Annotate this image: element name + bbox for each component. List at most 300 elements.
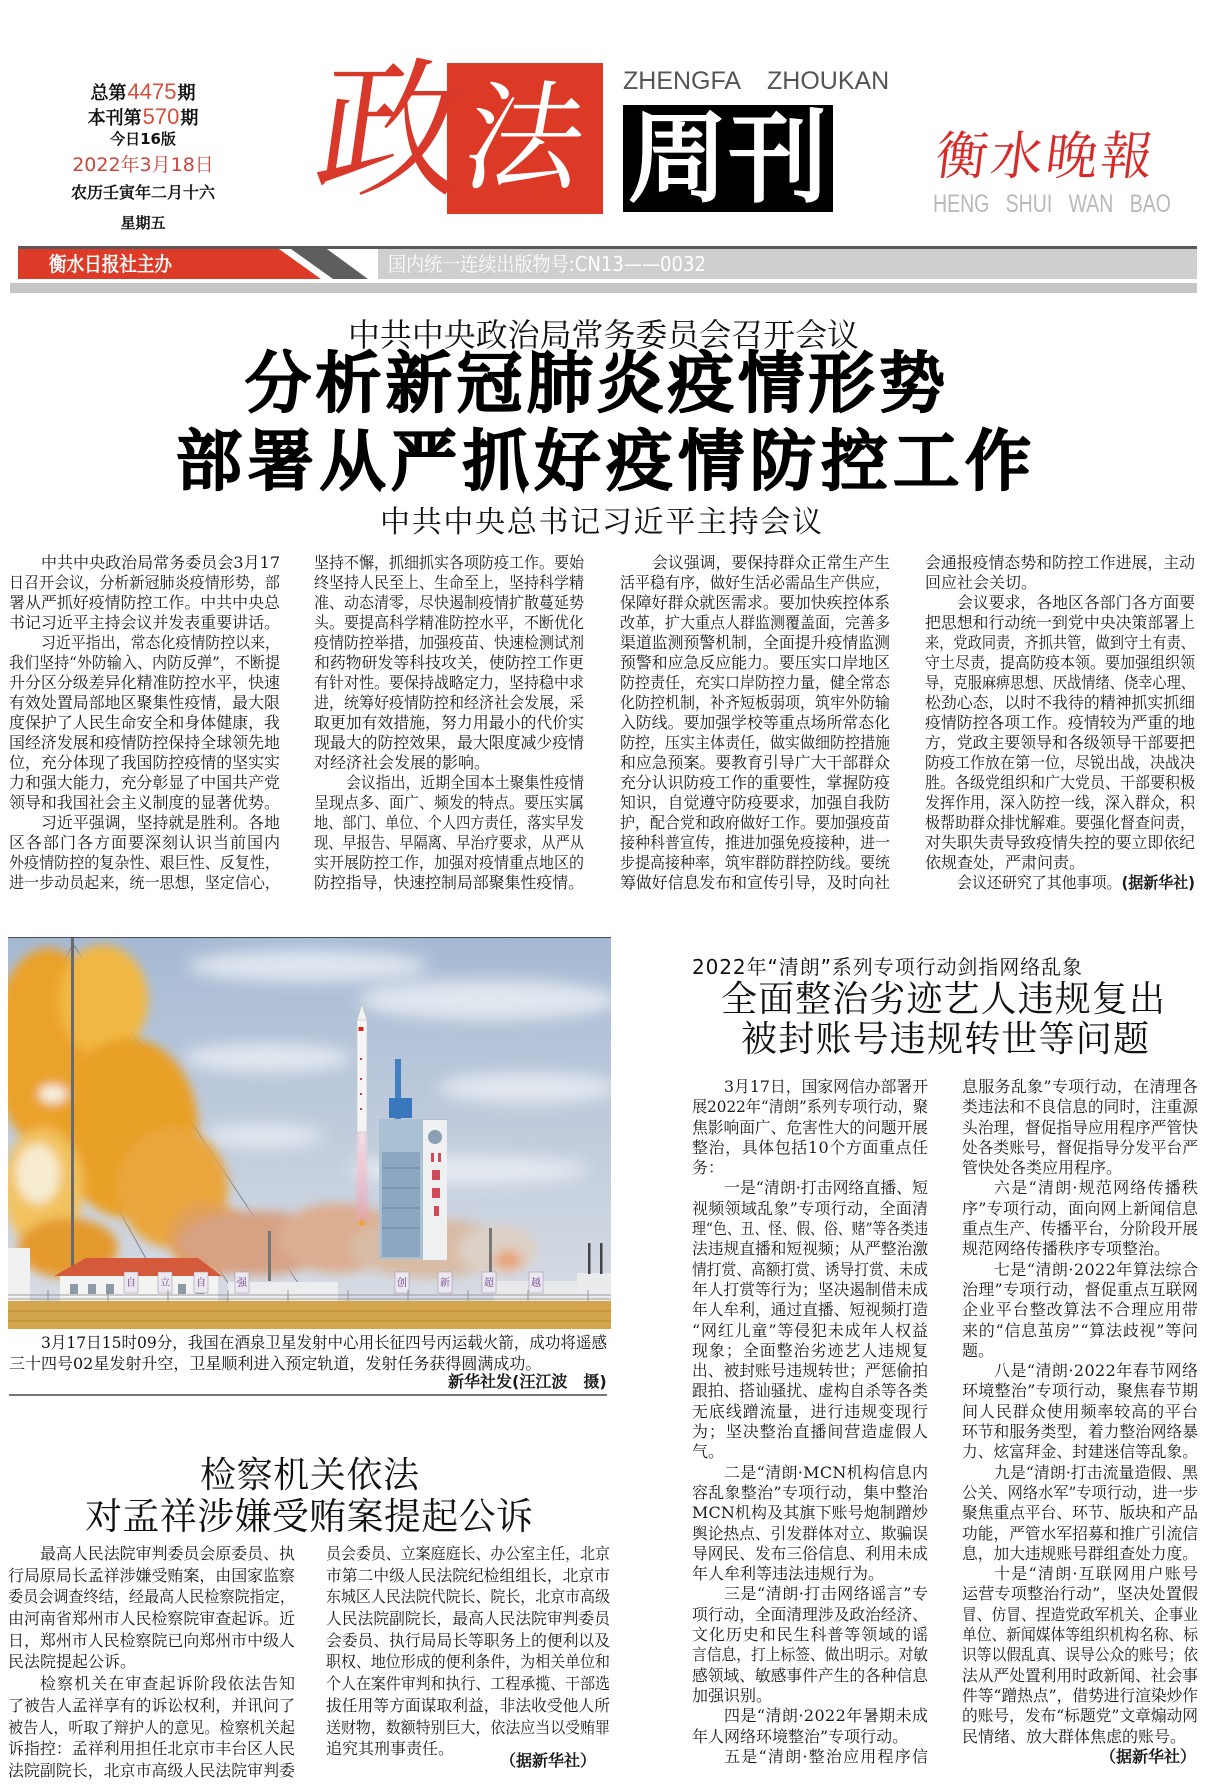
text-line-content (962, 1077, 1198, 1097)
line-text: 导网民、发布三俗信息、利用未成 (692, 1543, 928, 1563)
text-line (962, 1097, 1198, 1117)
line-text: 进一步动员起来，统一思想，坚定信心， (9, 873, 280, 892)
qinglang-headline-line-1 (721, 980, 1165, 1020)
lead-subhead-text: 中共中央总书记习近平主持会议 (380, 505, 824, 540)
text-line-content (314, 553, 584, 573)
line-text: 文化历史和民生科普等领域的谣 (692, 1625, 929, 1645)
text-line (8, 1695, 295, 1717)
line-text: 署从严抓好疫情防控工作。中共中央总 (9, 593, 280, 612)
text-line-content (314, 813, 584, 833)
golden-field (8, 1301, 611, 1329)
text-line (692, 1727, 928, 1747)
text-line (925, 613, 1195, 633)
flame-spark (359, 1220, 365, 1226)
line-text: 年人牟利，通过直播、短视频打造 (692, 1300, 928, 1320)
text-line-content (692, 1341, 929, 1361)
text-line-content (925, 813, 1195, 833)
line-text: 单位、新闻媒体等组织机构名称、标 (962, 1625, 1198, 1645)
text-line (692, 1686, 928, 1706)
line-text: 日召开会议，分析新冠肺炎疫情形势，部 (9, 573, 280, 592)
text-line (326, 1717, 610, 1739)
lead-headline-text: 分析新冠肺炎疫情形势 (245, 345, 950, 422)
text-line (962, 1300, 1198, 1320)
text-line (962, 1503, 1198, 1523)
text-line (962, 1239, 1198, 1259)
line-text: 感领域、敏感事件产生的各种信息 (692, 1665, 928, 1685)
text-line-content (692, 1097, 928, 1117)
lead-subhead (380, 506, 822, 540)
text-line (9, 813, 280, 833)
text-line (692, 1483, 928, 1503)
text-line-content (314, 713, 584, 733)
text-line (962, 1199, 1198, 1219)
text-line-content (692, 1483, 928, 1503)
qinglang-headline-text: 全面整治劣迹艺人违规复出 (721, 979, 1167, 1020)
column-issue-suffix: 期 (180, 108, 199, 129)
text-line-content (9, 753, 280, 773)
line-text: 中共中央政治局常务委员会3月17 (41, 553, 281, 572)
line-text: 疫情防控举措，加强疫苗、快速检测试剂 (314, 633, 584, 652)
lead-column-4 (925, 553, 1195, 893)
text-line-content (925, 733, 1195, 753)
text-line (692, 1361, 928, 1381)
text-line-content (925, 693, 1195, 713)
text-line-content (620, 733, 890, 753)
text-line-content (925, 613, 1195, 633)
qinglang-source: （据新华社） (1100, 1747, 1197, 1766)
line-text: 年人打赏等行为；坚决遏制借未成 (692, 1279, 928, 1299)
line-text: 升分区分级差异化精准防控水平，快速 (9, 673, 280, 692)
line-text: 来的“信息茧房”“算法歧视”等问 (962, 1320, 1199, 1340)
text-line (620, 853, 890, 873)
text-line-content (962, 1442, 1198, 1462)
line-text: 跟拍、搭讪骚扰、虚构自杀等各类 (692, 1381, 928, 1401)
rocket-launch-photo (8, 937, 611, 1329)
text-line (962, 1666, 1198, 1686)
text-line (962, 1280, 1198, 1300)
text-line (962, 1118, 1198, 1138)
line-text: 管快处各类应用程序。 (962, 1158, 1123, 1178)
text-line (326, 1608, 610, 1630)
text-line-content (994, 1178, 1199, 1198)
line-text: 改革，扩大重点人群监测覆盖面，完善多 (620, 613, 890, 632)
logo-fa-character: 法 (453, 69, 597, 207)
line-text: 日，郑州市人民检察院已向郑州市中级人 (8, 1630, 295, 1650)
text-line (692, 1077, 928, 1097)
line-text: 焦影响面广、危害性大的问题开展 (692, 1117, 928, 1137)
text-line-content (692, 1138, 929, 1158)
text-line-content (692, 1239, 928, 1259)
line-text: 三是“清朗·打击网络谣言”专 (724, 1584, 929, 1604)
text-line (620, 593, 890, 613)
text-line (8, 1717, 295, 1739)
text-line-content (925, 853, 1085, 873)
text-line-content (962, 1686, 1198, 1706)
text-line-content (326, 1695, 610, 1717)
text-line-content (314, 793, 584, 813)
line-text: 职权、地位形成的便利条件，为相关单位和 (326, 1652, 610, 1672)
text-line-content (994, 1463, 1198, 1483)
line-text: 对失职失责导致疫情失控的要立即依纪 (925, 833, 1195, 852)
text-line-content (620, 613, 890, 633)
text-line-content (8, 1565, 295, 1587)
text-line-content (8, 1760, 295, 1782)
line-text: 活平稳有序，做好生活必需品生产供应， (620, 573, 890, 592)
line-text: 来，党政同责，齐抓共管，做到守土有责、 (925, 633, 1195, 652)
line-text: 追究其刑事责任。 (326, 1739, 455, 1759)
text-line-content (962, 1219, 1198, 1239)
text-line (620, 733, 890, 753)
text-line-content (724, 1584, 929, 1604)
lunar-date: 农历壬寅年二月十六 (70, 183, 215, 202)
procuratorate-column-2 (326, 1543, 610, 1760)
line-text: 委员会调查终结，经最高人民检察院指定， (8, 1587, 295, 1607)
text-line (314, 573, 584, 593)
text-line-content (692, 1219, 928, 1239)
text-line (692, 1381, 928, 1401)
lattice-mast (71, 938, 74, 1283)
text-line (692, 1645, 928, 1665)
line-text: 一是“清朗·打击网络直播、短 (724, 1178, 928, 1198)
line-text: 气。 (692, 1442, 725, 1462)
publisher-text: 衡水日报社主办 (49, 252, 172, 276)
text-line (326, 1565, 610, 1587)
line-text: 入防线。要加强学校等重点场所常态化 (620, 713, 890, 732)
text-line (692, 1666, 928, 1686)
text-line (314, 753, 584, 773)
line-text: 送财物，数额特别巨大，依法应当以受贿罪 (326, 1717, 610, 1737)
text-line (9, 873, 280, 893)
qinglang-column-1 (692, 1077, 928, 1767)
text-line (925, 733, 1195, 753)
text-line (962, 1219, 1198, 1239)
text-line (692, 1706, 928, 1726)
line-text: 会议指出，近期全国本土聚集性疫情 (346, 773, 584, 792)
text-line-content (620, 673, 890, 693)
text-line-content (620, 593, 890, 613)
text-line-content (620, 653, 890, 673)
text-line-content (41, 813, 280, 833)
text-line-content (692, 1300, 928, 1320)
text-line (620, 793, 890, 813)
line-text: MCN机构及其旗下账号炮制蹭炒 (692, 1503, 929, 1523)
text-line (8, 1760, 295, 1782)
line-text: 有效处置局部地区聚集性疫情，最大限 (9, 693, 280, 712)
text-line-content (620, 633, 890, 653)
text-line-content (724, 1178, 928, 1198)
text-line-content (692, 1645, 928, 1665)
logo-weekly-block (623, 105, 833, 212)
text-line (962, 1625, 1198, 1645)
text-line (962, 1381, 1198, 1401)
text-line-content (962, 1321, 1199, 1341)
total-issue-suffix: 期 (177, 83, 196, 104)
line-text: 外疫情防控的复杂性、艰巨性、反复性， (9, 853, 280, 872)
photo-credit: 新华社发(汪江波 摄) (448, 1372, 607, 1391)
text-line-content (346, 773, 584, 793)
line-text: 防疫工作放在第一位，尽锐出战，决战决 (925, 753, 1195, 772)
line-text: 公关、网络水军”专项行动，进一步 (962, 1482, 1198, 1502)
text-line (8, 1543, 295, 1565)
text-line-content (314, 673, 584, 693)
text-line (962, 1524, 1198, 1544)
text-line-content (9, 833, 281, 853)
line-text: 预警和应急反应能力。要压实口岸地区 (620, 653, 890, 672)
text-line-content (962, 1199, 1198, 1219)
text-line (620, 753, 890, 773)
text-line (962, 1361, 1198, 1381)
slogan-sign-text: 超 (484, 1278, 494, 1289)
line-text: 防控指导，快速控制局部聚集性疫情。 (314, 873, 584, 892)
text-line-content (620, 753, 890, 773)
text-line-content (314, 593, 584, 613)
line-text: 渠道监测预警机制，全面提升疫情监测 (620, 633, 890, 652)
text-line (962, 1564, 1198, 1584)
text-line (314, 873, 584, 893)
text-line-content (692, 1524, 928, 1544)
text-line-content (314, 573, 584, 593)
lead-column-1 (9, 553, 280, 893)
line-text: 现最大的防控效果，最大限度减少疫情 (314, 733, 584, 752)
caption-divider (9, 1394, 607, 1396)
line-text: 和药物研发等科技攻关，使防控工作更 (314, 653, 584, 672)
slogan-sign-text: 自 (126, 1278, 136, 1289)
text-line (692, 1422, 928, 1442)
text-line-content (692, 1605, 928, 1625)
text-line-content (692, 1381, 928, 1401)
text-line-content (9, 593, 280, 613)
text-line-content (9, 653, 280, 673)
line-text: 息服务乱象”专项行动，在清理各 (962, 1077, 1199, 1096)
text-line-content (41, 633, 280, 653)
text-line (314, 593, 584, 613)
text-line (9, 553, 280, 573)
line-text: 现象；全面整治劣迹艺人违规复 (692, 1340, 929, 1360)
text-line-content (41, 553, 280, 573)
text-line-content (962, 1341, 994, 1361)
line-text: 被告人，听取了辩护人的意见。检察机关起 (8, 1717, 295, 1737)
line-text: 保障好群众就医需求。要加快疾控体系 (620, 593, 890, 612)
line-text: 九是“清朗·打击流量造假、黑 (994, 1462, 1198, 1482)
line-text: 松劲心态，以时不我待的精神抓实抓细 (925, 693, 1195, 712)
text-line (314, 653, 584, 673)
line-text: 四是“清朗·2022年暑期未成 (724, 1706, 929, 1726)
line-text: 度保护了人民生命安全和身体健康，我 (9, 713, 280, 732)
line-text: 个人在案件审判和执行、工程承揽、干部选 (326, 1674, 610, 1694)
text-line (692, 1747, 928, 1767)
text-line (692, 1300, 928, 1320)
text-line (925, 553, 1195, 573)
text-line (692, 1260, 928, 1280)
line-text: 为；坚决整治直播间营造虚假人 (692, 1422, 929, 1442)
text-line-content (314, 633, 584, 653)
text-line (620, 653, 890, 673)
text-line-content (8, 1630, 295, 1652)
text-line-content (962, 1118, 1198, 1138)
text-line (962, 1605, 1198, 1625)
text-line (692, 1402, 928, 1422)
line-text: 位，充分体现了我国防控疫情的坚实实 (9, 753, 280, 772)
text-line-content (994, 1260, 1198, 1280)
text-line (962, 1483, 1198, 1503)
text-line (692, 1239, 928, 1259)
text-line (314, 633, 584, 653)
text-line-content (620, 833, 890, 853)
text-line (314, 853, 584, 873)
text-line-content (9, 873, 280, 893)
text-line-content (326, 1586, 610, 1608)
text-line (9, 633, 280, 653)
text-line-content (326, 1565, 610, 1587)
text-line (8, 1608, 295, 1630)
text-line (692, 1138, 928, 1158)
text-line-content (962, 1280, 1198, 1300)
text-line-content (724, 1077, 928, 1097)
line-text: 步提高接种率，筑牢群防群控防线。要统 (620, 853, 890, 872)
text-line-content (962, 1381, 1198, 1401)
text-line (925, 653, 1195, 673)
text-line-content (8, 1586, 295, 1608)
slogan-sign-text: 自 (196, 1278, 206, 1289)
text-line-content (692, 1544, 928, 1564)
photo-caption-line-1 (41, 1333, 607, 1353)
line-text: 功能，严管水军招募和推广引流信 (962, 1523, 1198, 1543)
text-line-content (962, 1239, 1170, 1259)
text-line-content (9, 853, 280, 873)
text-line-content (326, 1673, 610, 1695)
line-text: 最高人民法院审判委员会原委员、执 (40, 1544, 295, 1563)
text-line-content (692, 1442, 724, 1462)
qinglang-column-2 (962, 1077, 1198, 1747)
text-line (925, 573, 1195, 593)
line-text: 筹做好信息发布和宣传引导，及时向社 (620, 873, 890, 892)
line-text: 把思想和行动统一到党中央决策部署上 (925, 613, 1195, 632)
text-line (962, 1645, 1198, 1665)
text-line (620, 613, 890, 633)
line-text: 地、部门、单位、个人四方责任，落实早发 (314, 813, 584, 832)
slogan-sign-text: 强 (237, 1278, 247, 1289)
lead-headline-line-2 (176, 423, 1037, 500)
line-text: 加强识别。 (692, 1685, 773, 1705)
slogan-sign-text: 越 (531, 1278, 541, 1289)
line-text: 言信息，打上标签、做出明示。对敏 (692, 1645, 928, 1665)
line-text: 头治理，督促指导应用程序严管快 (962, 1117, 1198, 1137)
text-line (962, 1686, 1198, 1706)
text-line-content (692, 1422, 929, 1442)
text-line (620, 773, 890, 793)
line-text: 年人牟利等违法违规行为。 (692, 1564, 885, 1584)
text-line-content (962, 1097, 1198, 1117)
text-line-content (620, 853, 890, 873)
total-issue-prefix: 总第 (90, 83, 127, 104)
text-line (692, 1605, 928, 1625)
line-text: 头。要提高科学精准防控水平，不断优化 (314, 613, 584, 632)
line-text: 识等以假乱真、误导公众的账号；依 (962, 1645, 1198, 1665)
line-text: 重点生产、传播平台，分阶段开展 (962, 1219, 1198, 1239)
text-line-content (314, 613, 584, 633)
line-text: 整治，具体包括10个方面重点任 (692, 1137, 929, 1157)
logo-pinyin-zhengfa: ZHENGFA (623, 67, 742, 95)
text-line-content (925, 673, 1195, 693)
text-line (925, 713, 1195, 733)
line-text: 接种科普宣传，推进加强免疫接种，进一 (620, 833, 890, 852)
text-line (692, 1341, 928, 1361)
line-text: 区各部门各方面要深刻认识当前国内 (9, 833, 281, 852)
text-line (692, 1118, 928, 1138)
text-line (962, 1321, 1198, 1341)
total-issue-number (38, 80, 248, 106)
text-line (326, 1586, 610, 1608)
text-line (692, 1097, 928, 1117)
text-line (692, 1199, 928, 1219)
column-issue-value: 570 (142, 104, 180, 129)
text-line-content (962, 1524, 1198, 1544)
lead-headline-line-1 (245, 345, 950, 422)
text-line-content (9, 793, 280, 813)
line-text: 方，党政主要领导和各级领导干部要把 (925, 733, 1195, 752)
text-line (962, 1727, 1198, 1747)
text-line (692, 1584, 928, 1604)
news-source: (据新华社) (1121, 873, 1195, 892)
text-line-content (326, 1738, 454, 1760)
lead-column-3 (620, 553, 890, 893)
text-line (692, 1178, 928, 1198)
line-text: 防控责任，充实口岸防控力量，健全常态 (620, 673, 890, 692)
line-text: 运营专项整治行动”，坚决处置假 (962, 1584, 1199, 1604)
parent-paper-name: 衡水晚報 (932, 127, 1160, 187)
text-line-content (925, 653, 1195, 673)
text-line-content (724, 1706, 928, 1726)
procuratorate-headline-line-1 (200, 1456, 419, 1496)
info-bar-bottom-band (10, 283, 1197, 293)
text-line (326, 1695, 610, 1717)
text-line (620, 553, 890, 573)
line-text: 会通报疫情态势和防控工作进展，主动 (925, 553, 1195, 572)
line-text: 会委员、执行局局长等职务上的便利以及 (326, 1630, 610, 1650)
line-text: 现、早报告、早隔离、早治疗要求，从严从 (314, 833, 584, 852)
text-line (962, 1706, 1198, 1726)
text-line-content (925, 573, 1037, 593)
line-text: 年人网络环境整治”专项行动。 (692, 1726, 909, 1746)
line-text: 间人民群众使用频率较高的平台 (962, 1401, 1199, 1421)
text-line-content (962, 1666, 1198, 1686)
line-text: 习近平指出，常态化疫情防控以来， (41, 633, 280, 652)
text-line-content (962, 1544, 1198, 1564)
text-line (9, 733, 280, 753)
serial-number-text: 国内统一连续出版物号:CN13——0032 (388, 252, 706, 276)
logo-weekly-text (628, 105, 828, 212)
text-line-content (692, 1402, 929, 1422)
text-line-content (620, 693, 890, 713)
text-line (925, 833, 1195, 853)
line-text: 发挥作用，深入防控一线，深入群众，积 (925, 793, 1195, 812)
line-text: 准、动态清零，尽快遏制疫情扩散蔓延势 (314, 593, 584, 612)
logo-zheng-character: 政 (305, 45, 481, 219)
text-line (620, 633, 890, 653)
text-line-content (962, 1727, 1186, 1747)
line-text: 知识，自觉遵守防疫要求，加强自我防 (620, 793, 890, 812)
text-line-content (692, 1199, 928, 1219)
line-text: 八是“清朗·2022年春节网络 (994, 1361, 1199, 1381)
text-line-content (692, 1666, 928, 1686)
text-line (9, 653, 280, 673)
text-line (8, 1738, 295, 1760)
lead-column-2 (314, 553, 584, 893)
text-line (925, 773, 1195, 793)
parent-paper-logo (932, 128, 1163, 186)
line-text: 民情绪、放大群体焦虑的账号。 (962, 1726, 1187, 1746)
text-line-content (9, 673, 280, 693)
